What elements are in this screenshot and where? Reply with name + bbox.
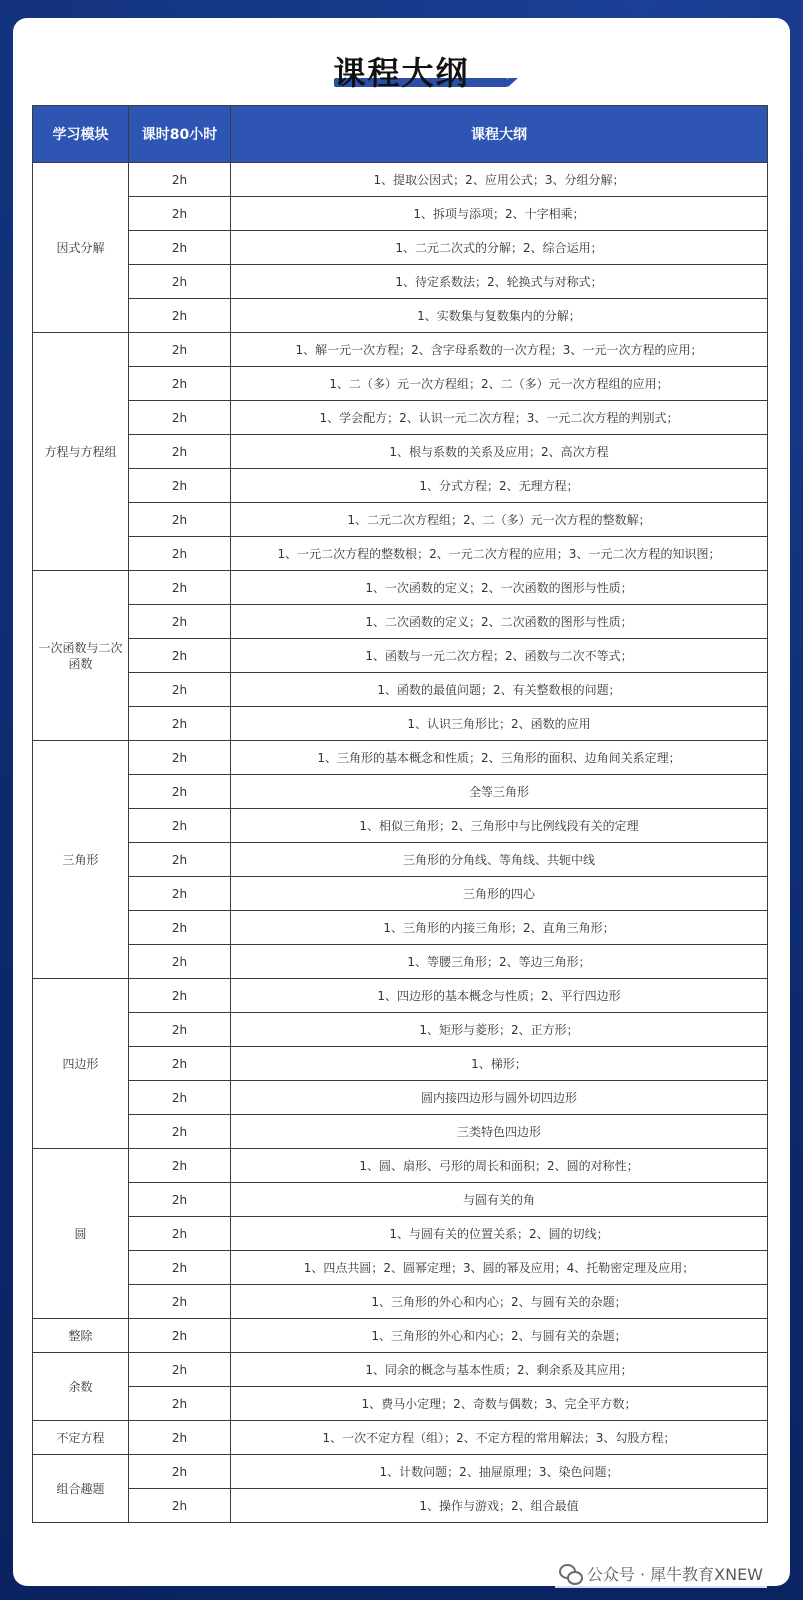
hours-cell: 2h — [129, 1421, 231, 1455]
table-row — [33, 911, 768, 945]
syllabus-table — [32, 105, 768, 1523]
hours-cell: 2h — [129, 469, 231, 503]
table-row — [33, 1421, 768, 1455]
title-area — [0, 46, 803, 96]
module-cell: 方程与方程组 — [33, 333, 129, 571]
hours-cell: 2h — [129, 401, 231, 435]
table-row — [33, 1455, 768, 1489]
table-row — [33, 1285, 768, 1319]
table-row — [33, 1081, 768, 1115]
hours-cell: 2h — [129, 299, 231, 333]
outline-cell: 1、三角形的基本概念和性质；2、三角形的面积、边角间关系定理； — [231, 741, 768, 775]
table-row — [33, 265, 768, 299]
hours-cell: 2h — [129, 537, 231, 571]
hours-cell: 2h — [129, 333, 231, 367]
outline-cell: 1、圆、扇形、弓形的周长和面积；2、圆的对称性； — [231, 1149, 768, 1183]
table-row — [33, 945, 768, 979]
hours-cell: 2h — [129, 1285, 231, 1319]
outline-cell: 1、梯形； — [231, 1047, 768, 1081]
table-row — [33, 469, 768, 503]
hours-cell: 2h — [129, 1319, 231, 1353]
table-row — [33, 1013, 768, 1047]
outline-cell: 1、三角形的外心和内心；2、与圆有关的杂题； — [231, 1319, 768, 1353]
module-cell: 圆 — [33, 1149, 129, 1319]
outline-cell: 1、三角形的内接三角形；2、直角三角形； — [231, 911, 768, 945]
table-row — [33, 605, 768, 639]
table-row — [33, 1047, 768, 1081]
hours-cell: 2h — [129, 843, 231, 877]
hours-cell: 2h — [129, 1013, 231, 1047]
outline-cell: 1、与圆有关的位置关系；2、圆的切线； — [231, 1217, 768, 1251]
outline-cell: 1、一次不定方程（组）；2、不定方程的常用解法；3、勾股方程； — [231, 1421, 768, 1455]
outline-cell: 1、等腰三角形；2、等边三角形； — [231, 945, 768, 979]
table-row — [33, 1183, 768, 1217]
table-row — [33, 1387, 768, 1421]
hours-cell: 2h — [129, 571, 231, 605]
hours-cell: 2h — [129, 1489, 231, 1523]
outline-cell: 1、一元二次方程的整数根；2、一元二次方程的应用；3、一元二次方程的知识图； — [231, 537, 768, 571]
table-row — [33, 537, 768, 571]
hours-cell: 2h — [129, 1353, 231, 1387]
outline-cell: 1、实数集与复数集内的分解； — [231, 299, 768, 333]
module-cell: 组合趣题 — [33, 1455, 129, 1523]
outline-cell: 1、计数问题；2、抽屉原理；3、染色问题； — [231, 1455, 768, 1489]
watermark — [555, 1558, 767, 1588]
outline-cell: 圆内接四边形与圆外切四边形 — [231, 1081, 768, 1115]
table-row — [33, 1353, 768, 1387]
table-row — [33, 741, 768, 775]
hours-cell: 2h — [129, 1217, 231, 1251]
hours-cell: 2h — [129, 1149, 231, 1183]
table-row — [33, 1217, 768, 1251]
header-module: 学习模块 — [33, 106, 129, 163]
hours-cell: 2h — [129, 163, 231, 197]
outline-cell: 1、分式方程；2、无理方程； — [231, 469, 768, 503]
outline-cell: 1、待定系数法；2、轮换式与对称式； — [231, 265, 768, 299]
table-row — [33, 163, 768, 197]
outline-cell: 1、三角形的外心和内心；2、与圆有关的杂题； — [231, 1285, 768, 1319]
outline-cell: 1、解一元一次方程；2、含字母系数的一次方程；3、一元一次方程的应用； — [231, 333, 768, 367]
outline-cell: 1、四点共圆；2、圆幂定理；3、圆的幂及应用；4、托勒密定理及应用； — [231, 1251, 768, 1285]
outline-cell: 全等三角形 — [231, 775, 768, 809]
outline-cell: 1、拆项与添项；2、十字相乘； — [231, 197, 768, 231]
hours-cell: 2h — [129, 945, 231, 979]
table-row — [33, 1115, 768, 1149]
wechat-icon — [559, 1562, 581, 1584]
table-row — [33, 1489, 768, 1523]
outline-cell: 1、一次函数的定义；2、一次函数的图形与性质； — [231, 571, 768, 605]
hours-cell: 2h — [129, 605, 231, 639]
page-title: 课程大纲 — [333, 54, 470, 92]
module-cell: 一次函数与二次函数 — [33, 571, 129, 741]
module-cell: 四边形 — [33, 979, 129, 1149]
outline-cell: 1、二元二次式的分解；2、综合运用； — [231, 231, 768, 265]
outline-cell: 1、学会配方；2、认识一元二次方程；3、一元二次方程的判别式； — [231, 401, 768, 435]
table-row — [33, 197, 768, 231]
module-cell: 因式分解 — [33, 163, 129, 333]
table-row — [33, 1149, 768, 1183]
outline-cell: 1、函数的最值问题；2、有关整数根的问题； — [231, 673, 768, 707]
hours-cell: 2h — [129, 639, 231, 673]
outline-cell: 三角形的四心 — [231, 877, 768, 911]
hours-cell: 2h — [129, 197, 231, 231]
hours-cell: 2h — [129, 979, 231, 1013]
header-hours: 课时80小时 — [129, 106, 231, 163]
outline-cell: 1、提取公因式；2、应用公式；3、分组分解； — [231, 163, 768, 197]
outline-cell: 1、操作与游戏；2、组合最值 — [231, 1489, 768, 1523]
hours-cell: 2h — [129, 1183, 231, 1217]
module-cell: 余数 — [33, 1353, 129, 1421]
outline-cell: 三类特色四边形 — [231, 1115, 768, 1149]
hours-cell: 2h — [129, 367, 231, 401]
hours-cell: 2h — [129, 911, 231, 945]
outline-cell: 1、二（多）元一次方程组；2、二（多）元一次方程组的应用； — [231, 367, 768, 401]
hours-cell: 2h — [129, 673, 231, 707]
outline-cell: 三角形的分角线、等角线、共轭中线 — [231, 843, 768, 877]
table-row — [33, 299, 768, 333]
outline-cell: 1、认识三角形比；2、函数的应用 — [231, 707, 768, 741]
hours-cell: 2h — [129, 435, 231, 469]
table-row — [33, 231, 768, 265]
table-row — [33, 639, 768, 673]
table-row — [33, 775, 768, 809]
hours-cell: 2h — [129, 1081, 231, 1115]
module-cell: 整除 — [33, 1319, 129, 1353]
outline-cell: 1、根与系数的关系及应用；2、高次方程 — [231, 435, 768, 469]
watermark-text: 公众号 · 犀牛教育XNEW — [586, 1564, 763, 1584]
hours-cell: 2h — [129, 1387, 231, 1421]
module-cell: 三角形 — [33, 741, 129, 979]
table-row — [33, 435, 768, 469]
outline-cell: 1、相似三角形；2、三角形中与比例线段有关的定理 — [231, 809, 768, 843]
hours-cell: 2h — [129, 741, 231, 775]
hours-cell: 2h — [129, 1115, 231, 1149]
table-row — [33, 877, 768, 911]
table-header-row — [33, 106, 768, 163]
table-row — [33, 1251, 768, 1285]
hours-cell: 2h — [129, 503, 231, 537]
hours-cell: 2h — [129, 809, 231, 843]
hours-cell: 2h — [129, 1455, 231, 1489]
module-cell: 不定方程 — [33, 1421, 129, 1455]
hours-cell: 2h — [129, 775, 231, 809]
outline-cell: 1、函数与一元二次方程；2、函数与二次不等式； — [231, 639, 768, 673]
table-body — [33, 163, 768, 1523]
table-row — [33, 401, 768, 435]
table-row — [33, 333, 768, 367]
hours-cell: 2h — [129, 877, 231, 911]
hours-cell: 2h — [129, 707, 231, 741]
hours-cell: 2h — [129, 1251, 231, 1285]
table-row — [33, 1319, 768, 1353]
outline-cell: 与圆有关的角 — [231, 1183, 768, 1217]
table-row — [33, 979, 768, 1013]
outline-cell: 1、二元二次方程组；2、二（多）元一次方程的整数解； — [231, 503, 768, 537]
table-row — [33, 503, 768, 537]
outline-cell: 1、矩形与菱形；2、正方形； — [231, 1013, 768, 1047]
table-row — [33, 367, 768, 401]
table-row — [33, 571, 768, 605]
table-row — [33, 673, 768, 707]
table-row — [33, 707, 768, 741]
table-row — [33, 809, 768, 843]
table-row — [33, 843, 768, 877]
outline-cell: 1、同余的概念与基本性质；2、剩余系及其应用； — [231, 1353, 768, 1387]
hours-cell: 2h — [129, 265, 231, 299]
hours-cell: 2h — [129, 231, 231, 265]
hours-cell: 2h — [129, 1047, 231, 1081]
header-outline: 课程大纲 — [231, 106, 768, 163]
outline-cell: 1、二次函数的定义；2、二次函数的图形与性质； — [231, 605, 768, 639]
outline-cell: 1、费马小定理；2、奇数与偶数；3、完全平方数； — [231, 1387, 768, 1421]
outline-cell: 1、四边形的基本概念与性质；2、平行四边形 — [231, 979, 768, 1013]
